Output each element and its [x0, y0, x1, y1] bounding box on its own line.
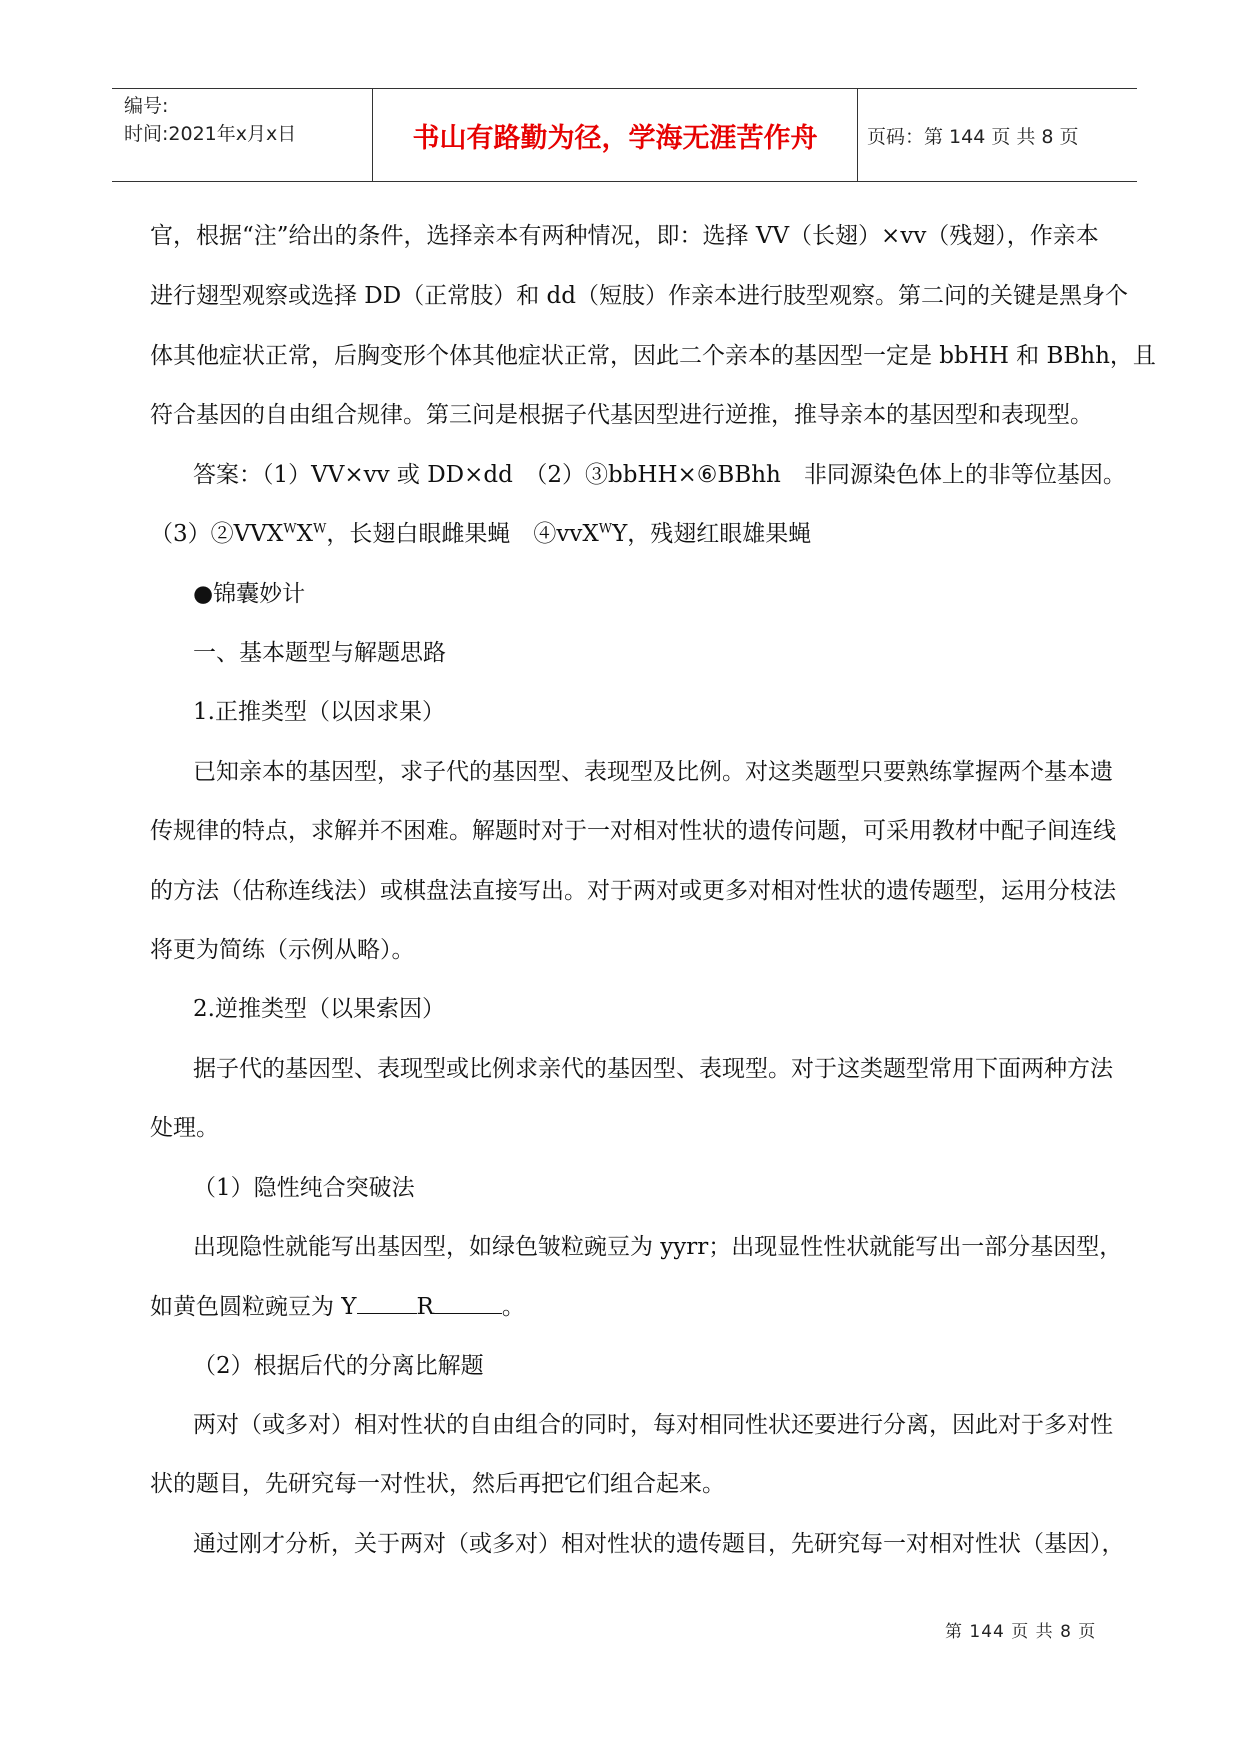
paragraph-line: 官，根据“注”给出的条件，选择亲本有两种情况，即：选择 VV（长翅）×vv（残翅），作亲本	[150, 223, 1099, 249]
paragraph-line: 传规律的特点，求解并不困难。解题时对于一对相对性状的遗传问题，可采用教材中配子间连线	[150, 818, 1116, 844]
item-heading: （1）隐性纯合突破法	[193, 1175, 415, 1201]
paragraph-line: 两对（或多对）相对性状的自由组合的同时，每对相同性状还要进行分离，因此对于多对性	[193, 1412, 1113, 1438]
paragraph-line-with-blanks: 如黄色圆粒豌豆为 Y R 。	[150, 1291, 525, 1322]
time-label: 时间:2021年x月x日	[124, 123, 297, 145]
subsection-heading: 一、基本题型与解题思路	[193, 640, 446, 666]
fill-blank	[434, 1291, 502, 1314]
motto-banner: 书山有路勤为径，学海无涯苦作舟	[372, 89, 858, 181]
paragraph-line: 的方法（估称连线法）或棋盘法直接写出。对于两对或更多对相对性状的遗传题型，运用分枝法	[150, 878, 1116, 904]
page-header	[112, 88, 1137, 182]
paragraph-line: 状的题目，先研究每一对性状，然后再把它们组合起来。	[150, 1471, 725, 1497]
answer-line-3: $(3)②VVX^WX^W$，长翅白眼雌果蝇 ④vvX$^W$Y，残翅红眼雄果蝇	[150, 521, 812, 547]
item-heading: （2）根据后代的分离比解题	[193, 1353, 484, 1379]
paragraph-line: 已知亲本的基因型，求子代的基因型、表现型及比例。对这类题型只要熟练掌握两个基本遗	[193, 759, 1113, 785]
fill-blank	[357, 1291, 417, 1314]
paragraph-line: 体其他症状正常，后胸变形个体其他症状正常，因此二个亲本的基因型一定是 bbHH 和 BBhh，且	[150, 343, 1156, 369]
item-heading: 2.逆推类型（以果索因）	[193, 996, 445, 1022]
paragraph-line: 将更为简练（示例从略）。	[150, 937, 415, 963]
paragraph-line: 符合基因的自由组合规律。第三问是根据子代基因型进行逆推，推导亲本的基因型和表现型。	[150, 402, 1093, 428]
section-heading: ●锦囊妙计	[193, 581, 306, 607]
paragraph-line: 进行翅型观察或选择 DD（正常肢）和 dd（短肢）作亲本进行肢型观察。第二问的关键是黑身个	[150, 283, 1128, 309]
answer-line: 答案：（1）VV×vv 或 DD×dd （2）③bbHH×⑥BBhh 非同源染色体上的非等位基因。	[193, 462, 1126, 488]
paragraph-line: 出现隐性就能写出基因型，如绿色皱粒豌豆为 yyrr；出现显性性状就能写出一部分基因型，	[193, 1234, 1123, 1260]
number-label: 编号:	[124, 95, 169, 117]
page-footer: 第 144 页 共 8 页	[945, 1622, 1097, 1642]
paragraph-line: 据子代的基因型、表现型或比例求亲代的基因型、表现型。对于这类题型常用下面两种方法	[193, 1056, 1113, 1082]
header-page-label: 页码：第 144 页 共 8 页	[867, 125, 1079, 148]
item-heading: 1.正推类型（以因求果）	[193, 699, 445, 725]
paragraph-line: 处理。	[150, 1115, 219, 1141]
paragraph-line: 通过刚才分析，关于两对（或多对）相对性状的遗传题目，先研究每一对相对性状（基因），	[193, 1531, 1125, 1557]
